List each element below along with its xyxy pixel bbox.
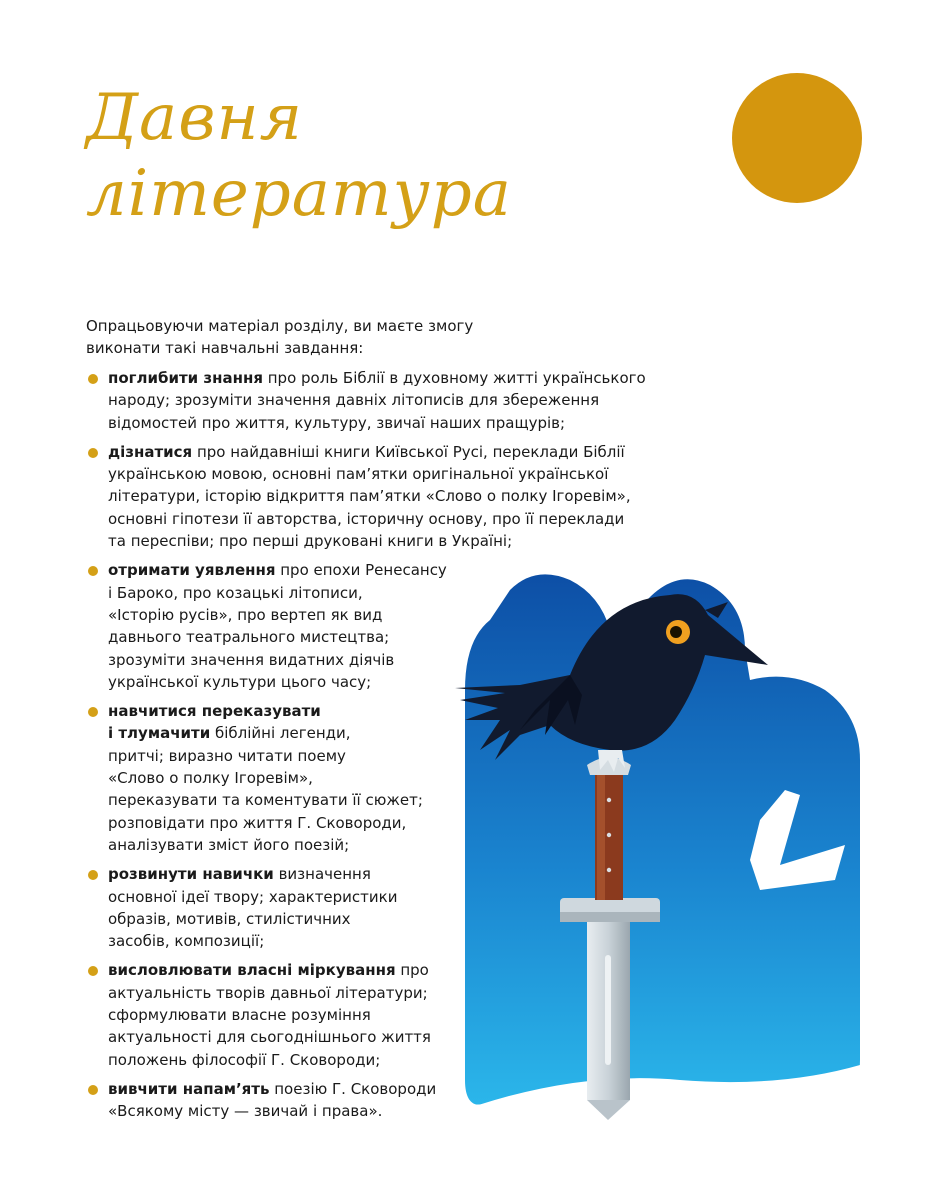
task-text: переказувати та коментувати її сюжет; (108, 791, 423, 810)
task-text: образів, мотивів, стилістичних (108, 909, 351, 928)
task-text: та переспіви; про перші друковані книги в Україні; (108, 532, 513, 551)
task-text: літератури, історію відкриття пам’ятки «Слово о полку Ігоревім», (108, 487, 631, 506)
chapter-title-line-2: література (86, 157, 512, 231)
bullet-icon (88, 1085, 98, 1095)
task-text: «Слово о полку Ігоревім», (108, 769, 313, 788)
task-text: положень філософії Г. Сковороди; (108, 1050, 381, 1069)
raven-on-sword-illustration (450, 560, 870, 1120)
task-keyword: висловлювати власні міркування (108, 961, 396, 980)
sun-circle (732, 73, 862, 203)
task-text: розповідати про життя Г. Сковороди, (108, 813, 407, 832)
bullet-icon (88, 870, 98, 880)
task-text: про найдавніші книги Київської Русі, переклади Біблії (192, 442, 625, 461)
bullet-icon (88, 448, 98, 458)
task-keyword: розвинути навички (108, 865, 274, 884)
intro-line-2: виконати такі навчальні завдання: (86, 339, 364, 357)
task-text: основні гіпотези її авторства, історичну основу, про її переклади (108, 509, 625, 528)
task-text: сформулювати власне розуміння (108, 1006, 371, 1025)
task-keyword-2: і тлумачити (108, 724, 211, 743)
task-text: аналізувати зміст його поезій; (108, 835, 350, 854)
bullet-icon (88, 966, 98, 976)
task-text: про (395, 961, 429, 980)
task-text: засобів, композиції; (108, 932, 265, 951)
task-text: актуальність творів давньої літератури; (108, 983, 428, 1002)
task-text: основної ідеї твору; характеристики (108, 887, 398, 906)
task-text: української культури цього часу; (108, 672, 372, 691)
chapter-title (86, 80, 512, 232)
bullet-icon (88, 566, 98, 576)
task-text: зрозуміти значення видатних діячів (108, 650, 395, 669)
task-keyword: отримати уявлення (108, 561, 276, 580)
task-keyword: поглибити знання (108, 369, 263, 387)
task-keyword: вивчити напам’ять (108, 1079, 270, 1098)
task-text: народу; зрозуміти значення давніх літописів для збереження (108, 391, 600, 410)
task-text: давнього театрального мистецтва; (108, 628, 390, 647)
intro-text (86, 315, 606, 359)
task-text: біблійні легенди, (210, 724, 351, 743)
intro-line-1: Опрацьовуючи матеріал розділу, ви маєте змогу (86, 317, 474, 335)
task-text: актуальності для сьогоднішнього життя (108, 1028, 431, 1047)
task-text: визначення (273, 865, 371, 884)
bullet-icon (88, 374, 98, 384)
task-text: українською мовою, основні пам’ятки оригінальної української (108, 465, 609, 484)
task-text: про епохи Ренесансу (275, 561, 447, 580)
chapter-title-line-1: Давня (86, 81, 303, 155)
task-item (86, 441, 646, 552)
task-text: притчі; виразно читати поему (108, 746, 346, 765)
task-text: про роль Біблії в духовному житті українського (262, 369, 646, 387)
task-keyword: дізнатися (108, 442, 193, 461)
task-text: відомостей про життя, культуру, звичаї наших пращурів; (108, 413, 566, 432)
task-keyword: навчитися переказувати (108, 702, 321, 721)
task-text: поезію Г. Сковороди (269, 1079, 437, 1098)
task-text: «Історію русів», про вертеп як вид (108, 605, 383, 624)
task-text: і Бароко, про козацькі літописи, (108, 583, 363, 602)
task-item (86, 367, 646, 434)
bullet-icon (88, 707, 98, 717)
task-text: «Всякому місту — звичай і права». (108, 1102, 383, 1121)
